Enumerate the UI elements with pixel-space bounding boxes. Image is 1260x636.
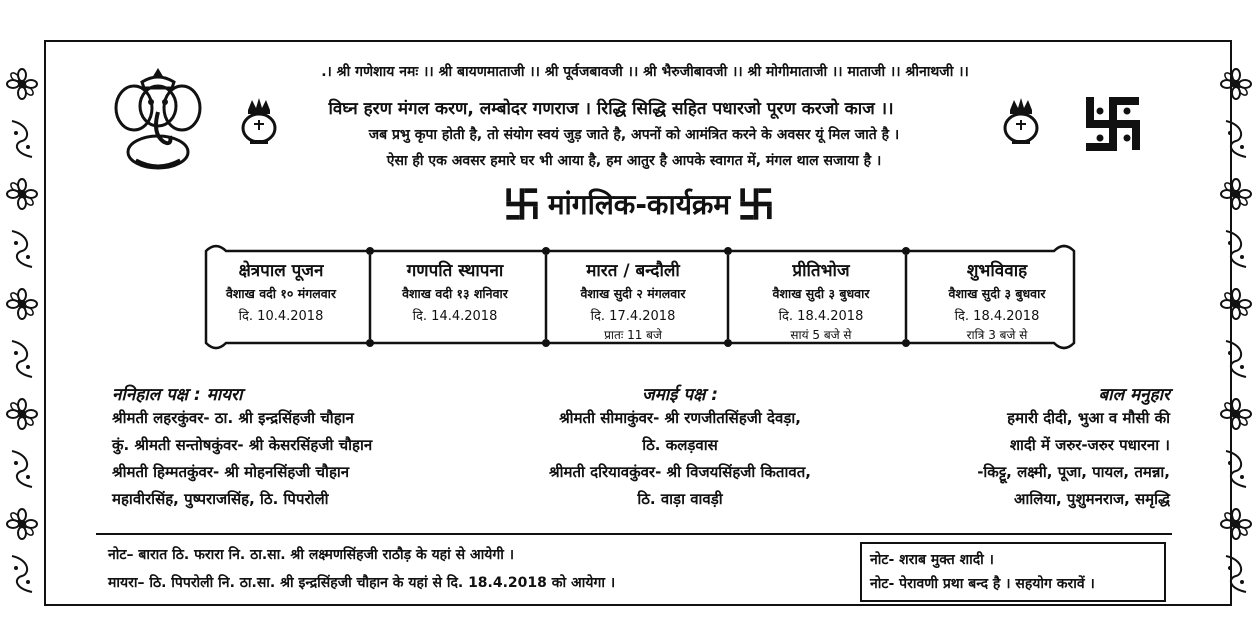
ganesh-verse: विघ्न हरण मंगल करण, लम्बोदर गणराज । रिद्धि सिद्धि सहित पधारजो पूरण करजो काज ।। bbox=[328, 99, 894, 119]
event-date: दि. 10.4.2018 bbox=[238, 309, 324, 324]
note-baraat: नोट– बारात ठि. फरारा नि. ठा.सा. श्री लक्ष्मणसिंहजी राठौड़ के यहां से आयेगी । bbox=[108, 547, 515, 563]
event-name: क्षेत्रपाल पूजन bbox=[238, 261, 324, 281]
children-line: -किट्टू, लक्ष्मी, पूजा, पायल, तमन्ना, bbox=[977, 463, 1170, 481]
event-time: सायं 5 बजे से bbox=[790, 328, 852, 342]
children-section bbox=[900, 382, 1170, 513]
event-name: शुभविवाह bbox=[966, 261, 1028, 281]
maternal-line: कुं. श्रीमती सन्तोषकुंवर- श्री केसरसिंहजी चौहान bbox=[112, 436, 373, 454]
inlaws-line: ठि. कलड़वास bbox=[642, 436, 718, 454]
kalash-icon bbox=[1000, 96, 1042, 146]
event-time: प्रातः 11 बजे bbox=[604, 328, 662, 342]
note-mayra: मायरा– ठि. पिपरोली नि. ठा.सा. श्री इन्द्रसिंहजी चौहान के यहां से दि. 18.4.2018 को आयेगा । bbox=[108, 575, 616, 591]
welcome-line-1: जब प्रभु कृपा होती है, तो संयोग स्वयं जुड़ जाते है, अपनों को आमंत्रित करने के अवसर यूं मिल जाते है । bbox=[368, 127, 900, 143]
swastika-icon bbox=[738, 186, 774, 222]
inlaws-title: जमाई पक्ष : bbox=[641, 385, 718, 405]
event-date: दि. 18.4.2018 bbox=[954, 309, 1040, 324]
event-name: प्रीतिभोज bbox=[792, 261, 850, 281]
inlaws-line: श्रीमती सीमाकुंवर- श्री रणजीतसिंहजी देवड़ा, bbox=[559, 409, 801, 427]
event-date: दि. 17.4.2018 bbox=[590, 309, 676, 324]
swastika-icon bbox=[1082, 93, 1144, 155]
event-time: रात्रि 3 बजे से bbox=[966, 328, 1028, 342]
note-no-peravani: नोट- पेरावणी प्रथा बन्द है । सहयोग करावें । bbox=[870, 576, 1095, 592]
event-name: गणपति स्थापना bbox=[406, 261, 504, 281]
notes-box bbox=[860, 542, 1166, 602]
children-line: शादी में जरुर-जरुर पधारना । bbox=[1009, 436, 1170, 454]
event-kshetrapal-pujan bbox=[196, 258, 366, 324]
inlaws-line: ठि. वाड़ा वावड़ी bbox=[637, 490, 723, 508]
event-day: वैशाख सुदी ३ बुधवार bbox=[772, 286, 870, 301]
maternal-line: महावीरसिंह, पुष्पराजसिंह, ठि. पिपरोली bbox=[112, 490, 329, 508]
event-shubh-vivah bbox=[912, 258, 1082, 343]
event-day: वैशाख सुदी २ मंगलवार bbox=[580, 286, 686, 301]
invocation-line: .। श्री गणेशाय नमः ।। श्री बायणमाताजी ।। श्री पूर्वजबावजी ।। श्री भैरुजीबावजी ।। श्री मोगीमाताजी ।। माताजी ।। श्रीनाथजी ।। bbox=[321, 64, 969, 80]
swastika-icon bbox=[504, 186, 540, 222]
children-title: बाल मनुहार bbox=[1098, 385, 1170, 405]
welcome-line-2: ऐसा ही एक अवसर हमारे घर भी आया है, हम आतुर है आपके स्वागत में, मंगल थाल सजाया है । bbox=[386, 153, 882, 169]
maternal-line: श्रीमती हिम्मतकुंवर- श्री मोहनसिंहजी चौहान bbox=[112, 463, 350, 481]
heading-title: मांगलिक-कार्यक्रम bbox=[547, 188, 731, 221]
floral-border-icon bbox=[2, 44, 42, 604]
event-pritibhoj bbox=[736, 258, 906, 343]
event-day: वैशाख वदी १० मंगलवार bbox=[225, 286, 337, 301]
children-line: आलिया, पुशुमनराज, समृद्धि bbox=[1014, 490, 1170, 508]
programme-heading bbox=[464, 184, 814, 224]
note-no-alcohol: नोट- शराब मुक्त शादी । bbox=[870, 552, 994, 568]
event-marat-bandoli bbox=[548, 258, 718, 343]
maternal-line: श्रीमती लहरकुंवर- ठा. श्री इन्द्रसिंहजी चौहान bbox=[112, 409, 354, 427]
maternal-title: ननिहाल पक्ष : मायरा bbox=[112, 385, 243, 405]
children-line: हमारी दीदी, भुआ व मौसी की bbox=[1007, 409, 1170, 427]
event-day: वैशाख वदी १३ शनिवार bbox=[402, 286, 508, 301]
inlaws-line: श्रीमती दरियावकुंवर- श्री विजयसिंहजी कितावत, bbox=[549, 463, 811, 481]
notes-divider bbox=[96, 533, 1172, 535]
inlaws-section bbox=[500, 382, 860, 513]
event-date: दि. 18.4.2018 bbox=[778, 309, 864, 324]
event-ganpati-sthapana bbox=[370, 258, 540, 324]
maternal-section bbox=[112, 382, 372, 513]
event-day: वैशाख सुदी ३ बुधवार bbox=[948, 286, 1046, 301]
event-name: मारत / बन्दौली bbox=[586, 261, 680, 281]
event-date: दि. 14.4.2018 bbox=[412, 309, 498, 324]
